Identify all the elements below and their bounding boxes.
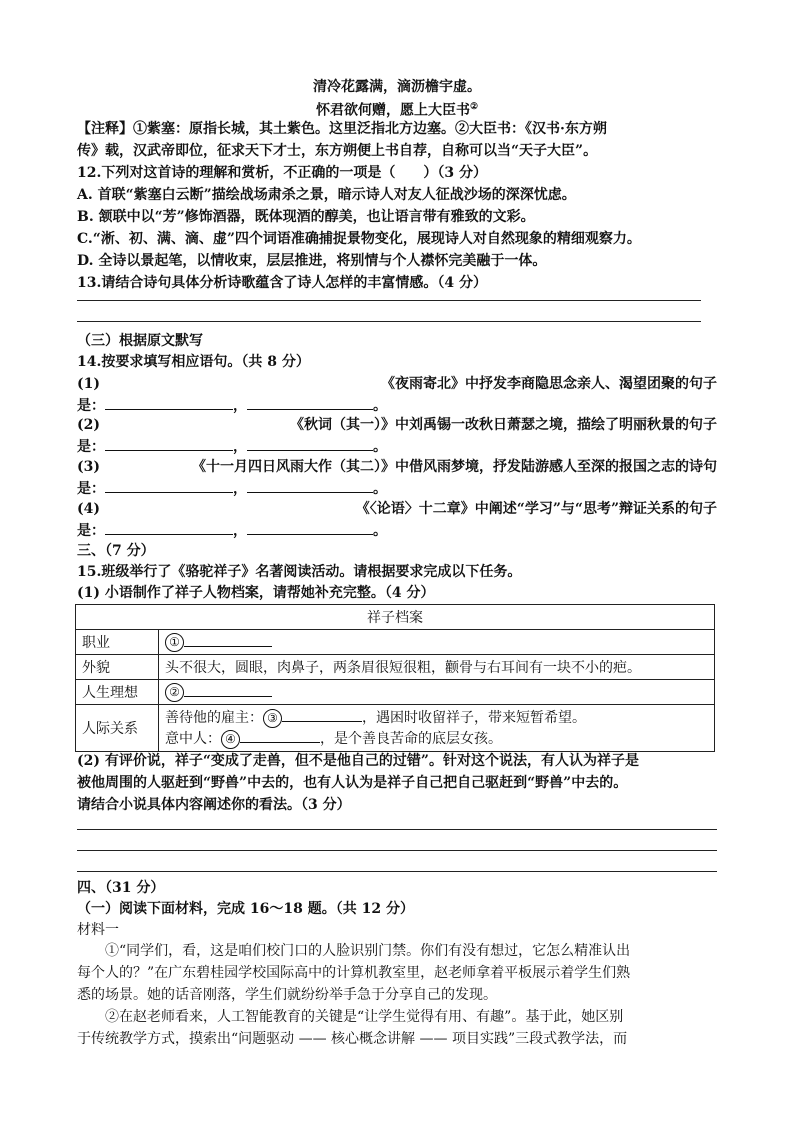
row-value-appearance: 头不很大，圆眼，肉鼻子，两条眉很短很粗，颧骨与右耳间有一块不小的疤。 [159, 655, 715, 680]
paragraph-1: 悉的场景。她的话音刚落，学生们就纷纷举手急于分享自己的发现。 [77, 987, 497, 1003]
part-heading: 三、（7 分） [77, 543, 155, 559]
fill-blank[interactable] [105, 520, 233, 535]
question-15-stem: 15.班级举行了《骆驼祥子》名著阅读活动。请根据要求完成以下任务。 [77, 564, 522, 580]
material-label: 材料一 [77, 922, 119, 938]
q14-item-2-prompt: (2) 《秋词（其一）》中刘禹锡一改秋日萧瑟之境，描绘了明丽秋景的句子 [77, 417, 717, 433]
q14-item-3-prompt: (3) 《十一月四日风雨大作（其二）》中借风雨梦境，抒发陆游感人至深的报国之志的诗句 [77, 459, 717, 475]
row-value-job: ① [159, 630, 715, 655]
q15-sub1: (1) 小语制作了祥子人物档案，请帮她补充完整。（4 分） [77, 585, 435, 601]
poem-line: 清冷花露满，滴沥檐宇虚。 [313, 79, 481, 95]
fill-blank[interactable] [105, 395, 233, 410]
poem-note: 【注释】①紫塞：原指长城，其土紫色。这里泛指北方边塞。②大臣书：《汉书·东方朔 [77, 121, 607, 137]
question-13-stem: 13.请结合诗句具体分析诗歌蕴含了诗人怎样的丰富情感。（4 分） [77, 275, 487, 291]
answer-line[interactable] [77, 829, 717, 830]
row-value-relations: 善待他的雇主： ③ ，遇困时收留祥子，带来短暂希望。 意中人： ④ ，是个善良苦命的底层女孩。 [159, 705, 715, 752]
q14-item-1-answer: 是： ， 。 [77, 395, 387, 416]
question-12-stem: 12.下列对这首诗的理解和赏析，不正确的一项是（ ）（3 分） [77, 165, 487, 181]
section-heading: （三）根据原文默写 [77, 333, 203, 349]
paragraph-1: 每个人的？”在广东碧桂园学校国际高中的计算机教室里，赵老师拿着平板展示着学生们熟 [77, 965, 631, 981]
poem-note: 传》载，汉武帝即位，征求天下才士，东方朔便上书自荐，自称可以当“天子大臣”。 [77, 143, 598, 159]
paragraph-2: 于传统教学方式，摸索出“问题驱动 —— 核心概念讲解 —— 项目实践”三段式教学法，而 [77, 1031, 628, 1047]
fill-blank[interactable] [282, 707, 362, 722]
fill-blank[interactable] [247, 436, 373, 451]
paragraph-1: ①“同学们，看，这是咱们校门口的人脸识别门禁。你们有没有想过，它怎么精准认出 [105, 943, 631, 959]
fill-blank[interactable] [184, 632, 272, 647]
q14-item-4-answer: 是： ， 。 [77, 520, 387, 541]
row-label-appearance: 外貌 [76, 655, 159, 680]
row-label-relations: 人际关系 [76, 705, 159, 752]
paragraph-2: ②在赵老师看来，人工智能教育的关键是“让学生觉得有用、有趣”。基于此，她区别 [105, 1009, 624, 1025]
q14-item-1-prompt: (1) 《夜雨寄北》中抒发李商隐思念亲人、渴望团聚的句子 [77, 376, 717, 392]
q15-sub2: (2) 有评价说，祥子“变成了走兽，但不是他自己的过错”。针对这个说法，有人认为祥子是 [77, 753, 639, 769]
answer-line[interactable] [77, 850, 717, 851]
q15-sub2: 被他周围的人驱赶到“野兽”中去的，也有人认为是祥子自己把自己驱赶到“野兽”中去的。 [77, 775, 628, 791]
fill-blank[interactable] [247, 478, 373, 493]
table-title: 祥子档案 [76, 605, 715, 630]
q14-item-4-prompt: (4) 《〈论语〉十二章》中阐述“学习”与“思考”辩证关系的句子 [77, 501, 717, 517]
q14-item-2-answer: 是： ， 。 [77, 436, 387, 457]
q12-option-c: C.“淅、初、满、滴、虚”四个词语准确捕捉景物变化，展现诗人对自然现象的精细观察力。 [77, 231, 641, 247]
fill-blank[interactable] [184, 682, 272, 697]
xiangzi-profile-table [75, 604, 715, 752]
fill-blank[interactable] [105, 436, 233, 451]
fill-blank[interactable] [247, 395, 373, 410]
row-value-ideal: ② [159, 680, 715, 705]
poem-line: 怀君欲何赠，愿上大臣书② [315, 102, 479, 119]
q14-item-3-answer: 是： ， 。 [77, 478, 387, 499]
q12-option-d: D. 全诗以景起笔，以情收束，层层推进，将别情与个人襟怀完美融于一体。 [77, 253, 547, 269]
q12-option-b: B. 颔联中以“芳”修饰酒器，既体现酒的醇美，也让语言带有雅致的文彩。 [77, 209, 535, 225]
q15-sub2: 请结合小说具体内容阐述你的看法。（3 分） [77, 797, 351, 813]
question-14-stem: 14.按要求填写相应语句。（共 8 分） [77, 354, 310, 370]
fill-blank[interactable] [240, 728, 320, 743]
part-heading: 四、（31 分） [77, 880, 165, 896]
fill-blank[interactable] [247, 520, 373, 535]
fill-blank[interactable] [105, 478, 233, 493]
row-label-job: 职业 [76, 630, 159, 655]
answer-line[interactable] [77, 321, 701, 322]
answer-line[interactable] [77, 300, 701, 301]
answer-line[interactable] [77, 871, 717, 872]
q12-option-a: A. 首联“紫塞白云断”描绘战场肃杀之景，暗示诗人对友人征战沙场的深深忧虑。 [77, 187, 576, 203]
reading-instructions: （一）阅读下面材料，完成 16～18 题。（共 12 分） [77, 901, 414, 917]
row-label-ideal: 人生理想 [76, 680, 159, 705]
